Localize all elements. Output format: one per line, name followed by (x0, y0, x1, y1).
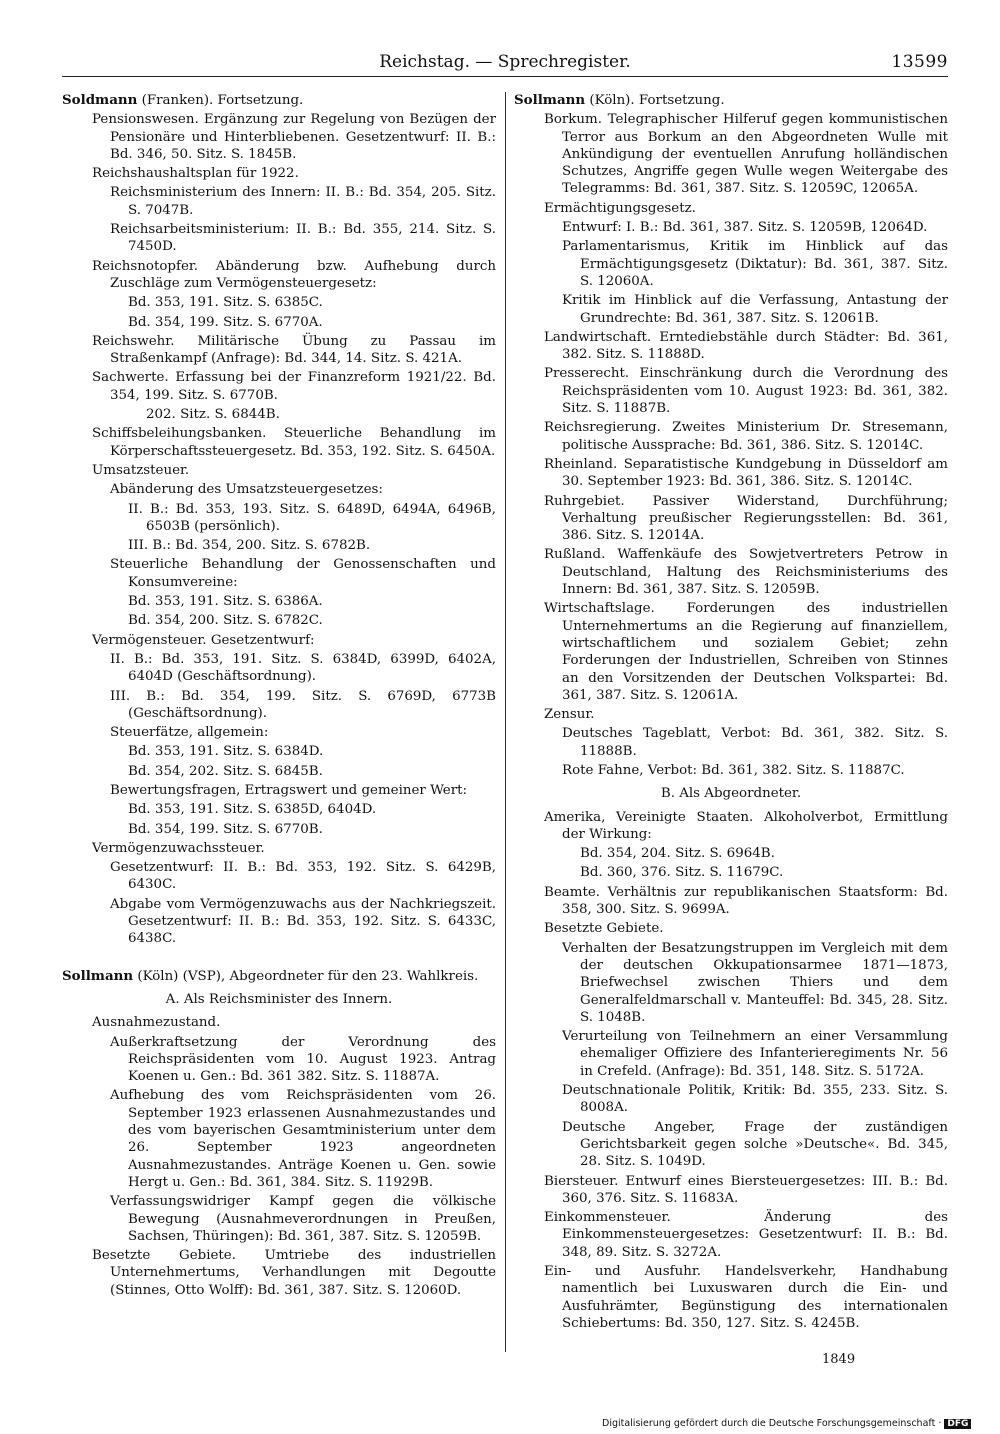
index-entry: 202. Sitz. S. 6844B. (146, 407, 280, 423)
footer-page-number: 1849 (822, 1352, 856, 1367)
index-entry: Rheinland. Separatistische Kundgebung in Düsseldorf am 30. September 1923: Bd. 361, 386. Sitz. S. 12014C. (544, 456, 948, 490)
index-entry: II. B.: Bd. 353, 191. Sitz. S. 6384D, 6399D, 6402A, 6404D (Geschäftsordnung). (110, 651, 496, 685)
index-entry: Reichsministerium des Innern: II. B.: Bd. 354, 205. Sitz. S. 7047B. (110, 185, 496, 218)
index-entry: Verfassungswidriger Kampf gegen die völkische Bewegung (Ausnahmeverordnungen in Preußen, Sachsen, Thüringen): Bd. 361, 387. Sitz. S. 12059B. (110, 1194, 496, 1244)
index-entry: Bd. 360, 376. Sitz. S. 11679C. (580, 865, 784, 881)
index-entry: Verhalten der Besatzungstruppen im Vergleich mit dem der deutschen Okkupationsarmee 1871—1873, Briefwechsel zwischen Thiers und dem Generalfeldmarschall v. Manteuffel: Bd. 345, 28. Sitz. S. 1048B. (562, 940, 948, 1025)
index-entry: Kritik im Hinblick auf die Verfassung, Antastung der Grundrechte: Bd. 361, 387. Sitz. S. 12061B. (562, 293, 948, 326)
index-entry: Besetzte Gebiete. Umtriebe des industriellen Unternehmertums, Verhandlungen mit Degoutte (Stinnes, Otto Wolff): Bd. 361, 387. Sitz. S. 12060D. (92, 1248, 496, 1298)
speaker-name: Sollmann (514, 92, 586, 108)
entry-gap (62, 950, 496, 968)
index-entry: Ein- und Ausfuhr. Handelsverkehr, Handhabung namentlich bei Luxuswaren durch die Ein- und Ausfuhrämter, Begünstigung des internationalen Schiebertums: Bd. 350, 127. Sitz. S. 4245B. (544, 1264, 948, 1331)
index-entry: Bd. 354, 199. Sitz. S. 6770A. (128, 314, 323, 330)
speaker-name: Soldmann (62, 92, 138, 108)
index-entry: Steuerliche Behandlung der Genossenschaften und Konsumvereine: (110, 557, 496, 590)
index-entry: Borkum. Telegraphischer Hilferuf gegen kommunistischen Terror aus Borkum an den Abgeordneten Wulle mit Ankündigung der eventuellen Anrufung holländischen Schutzes, Angriffe gegen Wulle wegen Weitergabe des Telegramms: Bd. 361, 387. Sitz. S. 12059C, 12065A. (544, 112, 948, 197)
speaker-info: (Franken). Fortsetzung. (137, 93, 304, 108)
index-entry: Beamte. Verhältnis zur republikanischen Staatsform: Bd. 358, 300. Sitz. S. 9699A. (544, 884, 948, 918)
credit-text: Digitalisierung gefördert durch die Deutsche Forschungsgemeinschaft · (602, 1418, 942, 1429)
index-entry: Ruhrgebiet. Passiver Widerstand, Durchführung; Verhaltung preußischer Regierungsstellen: Bd. 361, 386. Sitz. S. 12014A. (544, 493, 948, 544)
index-entry: Sachwerte. Erfassung bei der Finanzreform 1921/22. Bd. 354, 199. Sitz. S. 6770B. (92, 370, 496, 403)
index-entry: Presserecht. Einschränkung durch die Verordnung des Reichspräsidenten vom 10. August 1923: Bd. 361, 382. Sitz. S. 11887B. (544, 366, 948, 417)
index-entry: Bd. 353, 191. Sitz. S. 6384D. (128, 744, 324, 760)
page-header (62, 48, 948, 77)
index-entry: Abänderung des Umsatzsteuergesetzes: (110, 482, 383, 498)
section-heading: A. Als Reichsminister des Innern. (165, 991, 393, 1007)
index-entry: Aufhebung des vom Reichspräsidenten vom 26. September 1923 erlassenen Ausnahmezustandes und des vom bayerischen Gesamtministerium unter dem 26. September 1923 angeordneten Ausnahmezustandes. Anträge Koenen u. Gen. sowie Hergt u. Gen.: Bd. 361, 384. Sitz. S. 11929B. (110, 1088, 496, 1190)
index-entry: Wirtschaftslage. Forderungen des industriellen Unternehmertums an die Regierung auf finanziellem, wirtschaftlichem und sozialem Gebiet; zehn Forderungen der Industriellen, Schreiben von Stinnes an den Vorsitzenden der Deutschen Volkspartei: Bd. 361, 387. Sitz. S. 12061A. (544, 601, 948, 703)
index-entry: Reichshaushaltsplan für 1922. (92, 166, 299, 182)
section-heading: B. Als Abgeordneter. (660, 786, 802, 802)
index-entry: Landwirtschaft. Erntediebstähle durch Städter: Bd. 361, 382. Sitz. S. 11888D. (544, 329, 948, 363)
left-column (62, 92, 496, 1362)
index-entry: Einkommensteuer. Änderung des Einkommensteuergesetzes: Gesetzentwurf: II. B.: Bd. 348, 89. Sitz. S. 3272A. (544, 1210, 948, 1260)
index-entry: Bd. 353, 191. Sitz. S. 6385C. (128, 295, 323, 311)
header-page-number: 13599 (891, 52, 948, 72)
index-entry: Bd. 353, 191. Sitz. S. 6386A. (128, 594, 323, 610)
index-entry: Reichsarbeitsministerium: II. B.: Bd. 355, 214. Sitz. S. 7450D. (110, 222, 496, 255)
index-entry: Steuerfätze, allgemein: (110, 725, 269, 741)
index-entry: Umsatzsteuer. (92, 462, 190, 478)
index-entry: Bd. 354, 199. Sitz. S. 6770B. (128, 821, 323, 837)
index-entry: Reichswehr. Militärische Übung zu Passau im Straßenkampf (Anfrage): Bd. 344, 14. Sitz. S. 421A. (92, 333, 496, 367)
index-entry: Besetzte Gebiete. (544, 921, 664, 937)
index-entry: Deutsche Angeber, Frage der zuständigen Gerichtsbarkeit gegen solche »Deutsche«. Bd. 345, 28. Sitz. S. 1049D. (562, 1119, 948, 1170)
index-entry: Reichsnotopfer. Abänderung bzw. Aufhebung durch Zuschläge zum Vermögensteuergesetz: (92, 258, 496, 291)
running-title: Reichstag. — Sprechregister. (379, 52, 631, 72)
index-entry: Entwurf: I. B.: Bd. 361, 387. Sitz. S. 12059B, 12064D. (562, 220, 928, 236)
speaker-info: (Köln) (VSP), Abgeordneter für den 23. Wahlkreis. (133, 968, 479, 984)
index-entry: Abgabe vom Vermögenzuwachs aus der Nachkriegszeit. Gesetzentwurf: II. B.: Bd. 353, 192. Sitz. S. 6433C, 6438C. (110, 896, 496, 947)
speaker-heading (62, 92, 496, 109)
index-entry: Bewertungsfragen, Ertragswert und gemeiner Wert: (110, 782, 467, 798)
index-entry: Bd. 354, 204. Sitz. S. 6964B. (580, 846, 775, 862)
speaker-heading (514, 92, 948, 109)
speaker-info: (Köln). Fortsetzung. (585, 93, 725, 108)
index-entry: Rote Fahne, Verbot: Bd. 361, 382. Sitz. S. 11887C. (562, 762, 905, 778)
index-entry: III. B.: Bd. 354, 200. Sitz. S. 6782B. (128, 538, 371, 554)
index-entry: Zensur. (544, 707, 595, 723)
index-entry: III. B.: Bd. 354, 199. Sitz. S. 6769D, 6773B (Geschäftsordnung). (110, 688, 496, 721)
index-entry: II. B.: Bd. 353, 193. Sitz. S. 6489D, 6494A, 6496B, 6503B (persönlich). (128, 501, 496, 534)
index-entry: Amerika, Vereinigte Staaten. Alkoholverbot, Ermittlung der Wirkung: (544, 809, 948, 842)
index-entry: Schiffsbeleihungsbanken. Steuerliche Behandlung im Körperschaftssteuergesetz. Bd. 353, 192. Sitz. S. 6450A. (92, 426, 496, 459)
index-entry: Deutsches Tageblatt, Verbot: Bd. 361, 382. Sitz. S. 11888B. (562, 726, 948, 759)
index-entry: Gesetzentwurf: II. B.: Bd. 353, 192. Sitz. S. 6429B, 6430C. (110, 860, 496, 893)
index-entry: Verurteilung von Teilnehmern an einer Versammlung ehemaliger Offiziere des Infanterieregiments Nr. 56 in Crefeld. (Anfrage): Bd. 351, 148. Sitz. S. 5172A. (562, 1029, 948, 1079)
index-entry: Ausnahmezustand. (92, 1015, 221, 1031)
right-column (514, 92, 948, 1362)
index-entry: Vermögensteuer. Gesetzentwurf: (92, 632, 315, 648)
index-entry: Bd. 353, 191. Sitz. S. 6385D, 6404D. (128, 802, 377, 818)
index-entry: Parlamentarismus, Kritik im Hinblick auf das Ermächtigungsgesetz (Diktatur): Bd. 361, 387. Sitz. S. 12060A. (562, 239, 948, 289)
speaker-heading (62, 968, 496, 985)
index-entry: Rußland. Waffenkäufe des Sowjetvertreters Petrow in Deutschland, Haltung des Reichsministeriums des Innern: Bd. 361, 387. Sitz. S. 12059B. (544, 547, 948, 598)
index-entry: Reichsregierung. Zweites Ministerium Dr. Stresemann, politische Aussprache: Bd. 361, 386. Sitz. S. 12014C. (544, 420, 948, 453)
index-entry: Ermächtigungsgesetz. (544, 200, 696, 216)
index-entry: Pensionswesen. Ergänzung zur Regelung von Bezügen der Pensionäre und Hinterbliebenen. Gesetzentwurf: II. B.: Bd. 346, 50. Sitz. S. 1845B. (92, 112, 496, 162)
column-divider (505, 92, 506, 1352)
speaker-name: Sollmann (62, 967, 134, 984)
index-entry: Außerkraftsetzung der Verordnung des Reichspräsidenten vom 10. August 1923. Antrag Koenen u. Gen.: Bd. 361 382. Sitz. S. 11887A. (110, 1034, 496, 1085)
digitization-credit (602, 1418, 971, 1429)
index-entry: Bd. 354, 202. Sitz. S. 6845B. (128, 763, 323, 779)
index-entry: Deutschnationale Politik, Kritik: Bd. 355, 233. Sitz. S. 8008A. (562, 1083, 948, 1116)
index-entry: Biersteuer. Entwurf eines Biersteuergesetzes: III. B.: Bd. 360, 376. Sitz. S. 11683A. (544, 1173, 948, 1206)
index-entry: Vermögenzuwachssteuer. (92, 840, 265, 856)
dfg-logo: DFG (944, 1419, 971, 1429)
index-entry: Bd. 354, 200. Sitz. S. 6782C. (128, 613, 323, 629)
